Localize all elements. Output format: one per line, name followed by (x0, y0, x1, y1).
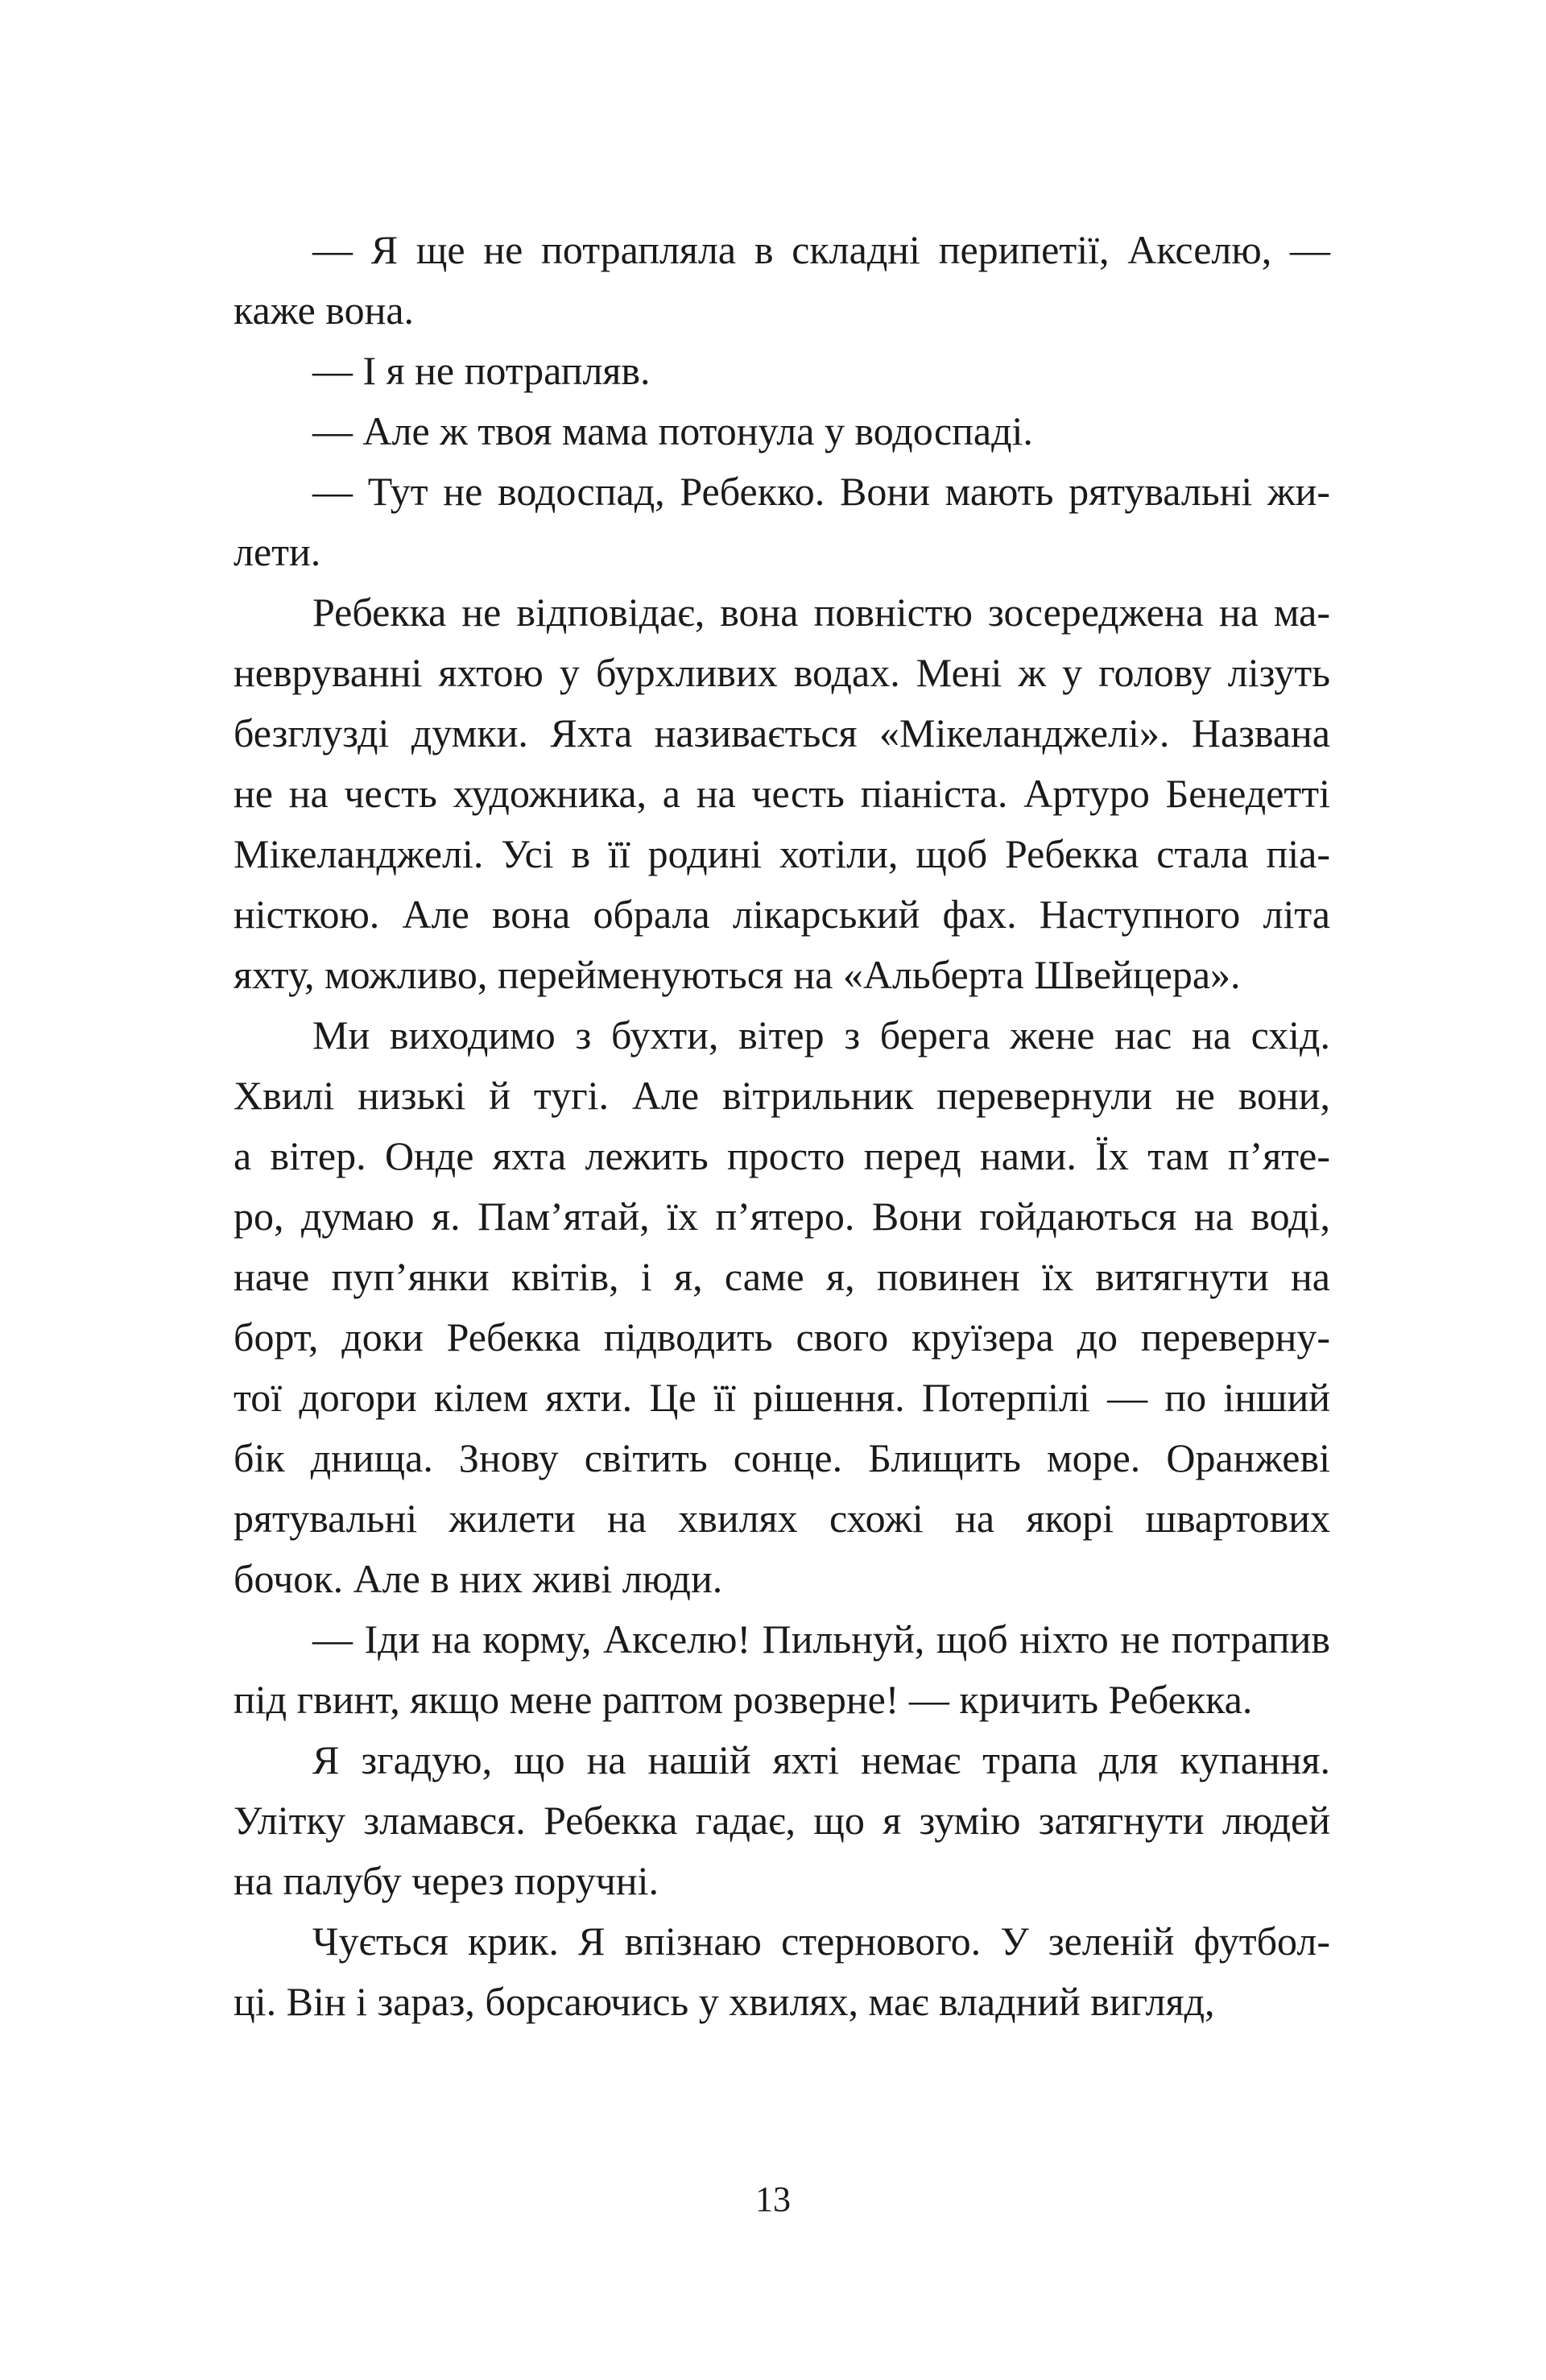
text-line: на палубу через поручні. (234, 1858, 659, 1903)
paragraph (234, 1911, 1330, 2032)
text-line: Мікеланджелі. Усі в її родині хотіли, щоб Ребекка стала піа- (234, 831, 1330, 876)
paragraph (234, 220, 1330, 341)
text-line: — І я не потрапляв. (312, 348, 651, 393)
paragraph (234, 582, 1330, 1005)
paragraph (234, 1005, 1330, 1609)
text-line: а вітер. Онде яхта лежить просто перед нами. Їх там п’яте- (234, 1133, 1330, 1178)
text-line: невруванні яхтою у бурхливих водах. Мені ж у голову лізуть (234, 650, 1330, 695)
text-line: борт, доки Ребекка підводить свого круїзера до переверну- (234, 1314, 1330, 1360)
text-line: — Тут не водоспад, Ребекко. Вони мають рятувальні жи- (312, 469, 1330, 514)
text-line: рятувальні жилети на хвилях схожі на якорі швартових (234, 1496, 1330, 1541)
text-line: не на честь художника, а на честь піаніста. Артуро Бенедетті (234, 771, 1330, 816)
text-line: Я згадую, що на нашій яхті немає трапа для купання. (312, 1737, 1330, 1782)
text-line: — Але ж твоя мама потонула у водоспаді. (312, 408, 1033, 453)
text-line: ці. Він і зараз, борсаючись у хвилях, має владний вигляд, (234, 1979, 1215, 2024)
body-text (234, 220, 1330, 2032)
text-line: Улітку зламався. Ребекка гадає, що я зумію затягнути людей (234, 1798, 1330, 1843)
text-line: Чується крик. Я впізнаю стернового. У зеленій футбол- (312, 1918, 1330, 1964)
text-line: ністкою. Але вона обрала лікарський фах. Наступного літа (234, 892, 1330, 937)
paragraph (234, 401, 1330, 462)
text-line: бочок. Але в них живі люди. (234, 1556, 723, 1601)
text-line: під гвинт, якщо мене раптом розверне! — кричить Ребекка. (234, 1677, 1253, 1722)
text-line: Хвилі низькі й тугі. Але вітрильник перевернули не вони, (234, 1073, 1330, 1118)
text-line: безглузді думки. Яхта називається «Мікеланджелі». Названа (234, 710, 1330, 755)
text-line: ро, думаю я. Пам’ятай, їх п’ятеро. Вони гойдаються на воді, (234, 1194, 1330, 1239)
paragraph (234, 462, 1330, 582)
paragraph (234, 1609, 1330, 1730)
text-line: лети. (234, 529, 321, 574)
text-line: бік днища. Знову світить сонце. Блищить море. Оранжеві (234, 1435, 1330, 1480)
text-line: Ми виходимо з бухти, вітер з берега жене нас на схід. (312, 1012, 1330, 1058)
text-line: наче пуп’янки квітів, і я, саме я, повинен їх витягнути на (234, 1254, 1330, 1299)
text-line: яхту, можливо, перейменуються на «Альберта Швейцера». (234, 952, 1241, 997)
text-line: тої догори кілем яхти. Це її рішення. Потерпілі — по інший (234, 1375, 1330, 1420)
paragraph (234, 341, 1330, 401)
text-line: — Я ще не потрапляла в складні перипетії, Акселю, — (312, 227, 1330, 272)
text-line: Ребекка не відповідає, вона повністю зосереджена на ма- (312, 590, 1330, 635)
text-line: — Іди на корму, Акселю! Пильнуй, щоб ніхто не потрапив (312, 1616, 1330, 1662)
page-number: 13 (755, 2179, 791, 2219)
text-line: каже вона. (234, 288, 415, 333)
paragraph (234, 1730, 1330, 1911)
